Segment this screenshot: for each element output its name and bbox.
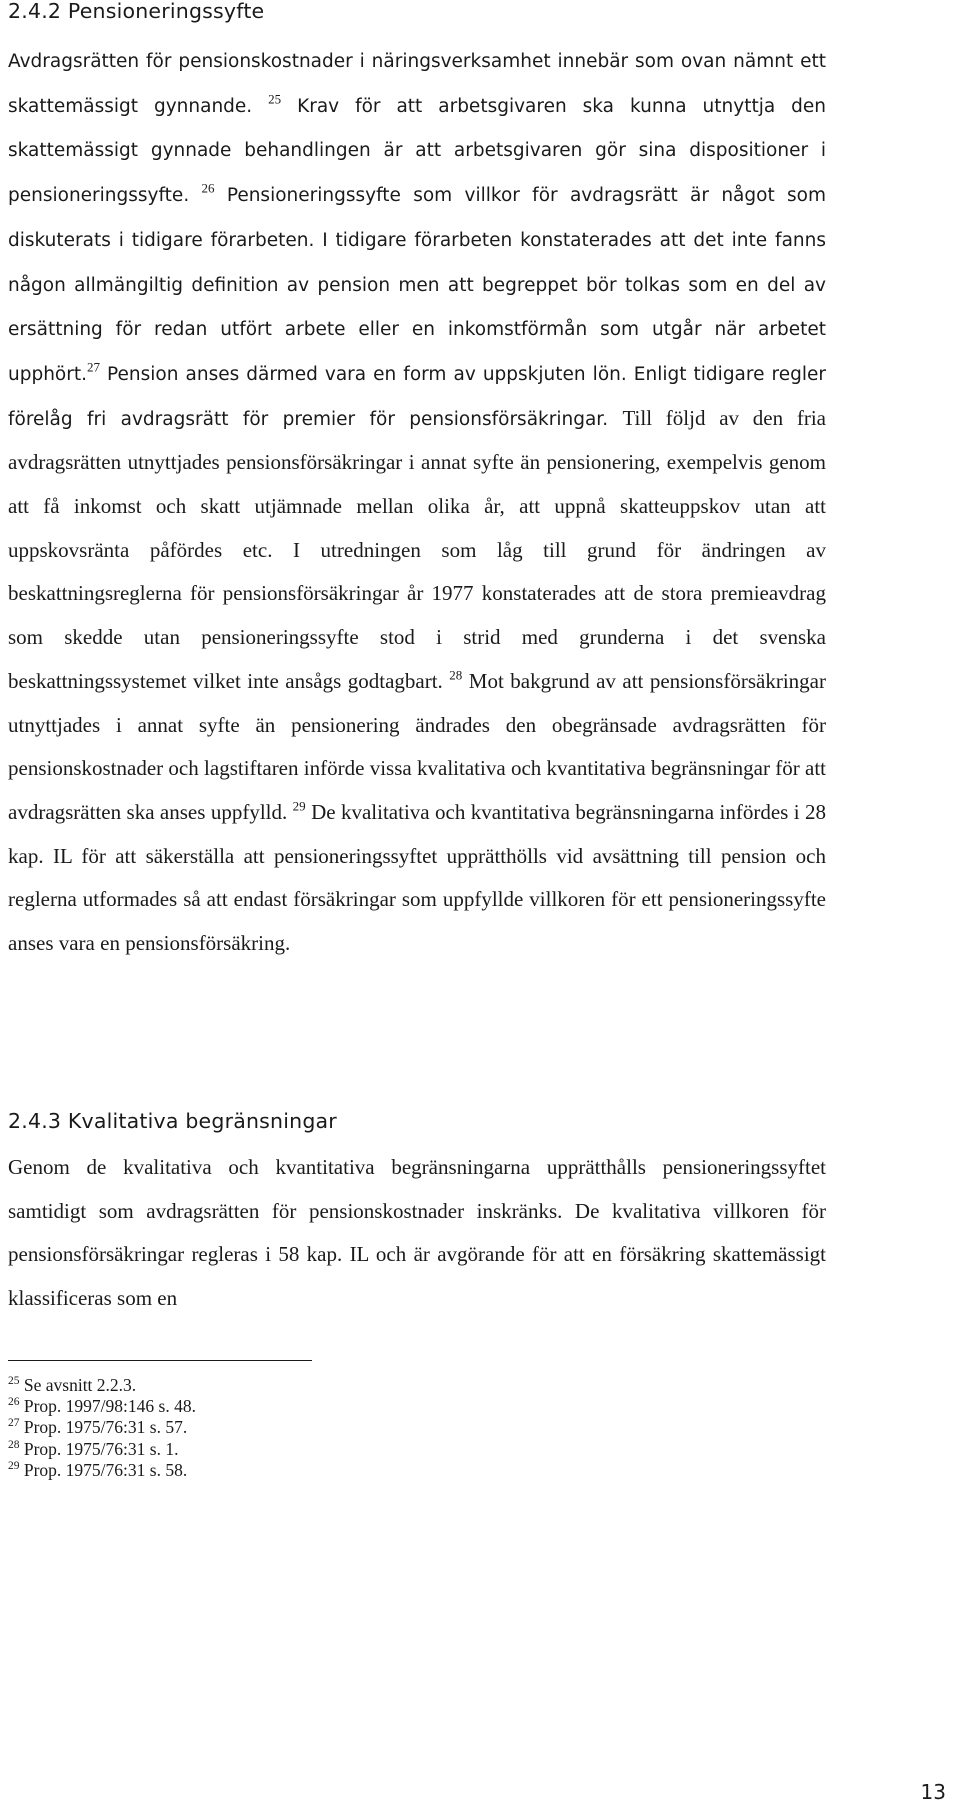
- footnote-number: 26: [8, 1396, 20, 1409]
- footnote-list: [8, 1375, 608, 1481]
- footnote-reference: 27: [87, 359, 100, 375]
- footnote-reference: 28: [449, 667, 463, 683]
- footnote-reference: 29: [292, 798, 306, 814]
- text-run: Mot bakgrund av att pensionsförsäkringar utnyttjades i annat syfte än pensionering ändrades den obegränsade avdragsrätten för pensionskostnader och lagstiftaren införde vissa kvalitativa och kvantitativa begränsningar för att avdragsrätten ska anses uppfylld.: [8, 668, 826, 824]
- section-body-pensioneringssyfte: [8, 39, 826, 966]
- text-run: Avdragsrätten för pensionskostnader i näringsverksamhet innebär som ovan nämnt ett skattemässigt gynnande.: [8, 51, 826, 117]
- footnote-item: [8, 1439, 608, 1460]
- footnote-item: [8, 1460, 608, 1481]
- footnote-item: [8, 1396, 608, 1417]
- text-run: Till följd av den fria avdragsrätten utnyttjades pensionsförsäkringar i annat syfte än pensionering, exempelvis genom att få inkomst och skatt utjämnade mellan olika år, att uppnå skatteuppskov utan att uppskovsränta påfördes etc. I utredningen som låg till grund för ändringen av beskattningsreglerna för pensionsförsäkringar år 1977 konstaterades att de stora premieavdrag som skedde utan pensioneringssyfte stod i strid med grunderna i det svenska beskattningssystemet vilket inte ansågs godtagbart.: [8, 405, 826, 693]
- page-number: 13: [920, 1780, 946, 1804]
- footnote-divider: [8, 1360, 312, 1361]
- footnote-number: 29: [8, 1459, 20, 1472]
- footnote-text: Prop. 1975/76:31 s. 57.: [23, 1417, 188, 1438]
- text-run: De kvalitativa och kvantitativa begränsningarna infördes i 28 kap. IL för att säkerställa att pensioneringssyftet upprätthölls vid avsättning till pension och reglerna utformades så att endast försäkringar som uppfyllde villkoren för ett pensioneringssyfte anses vara en pensionsförsäkring.: [8, 799, 826, 956]
- section-heading-pensioneringssyfte: 2.4.2 Pensioneringssyfte: [8, 0, 265, 23]
- footnote-text: Prop. 1975/76:31 s. 58.: [23, 1459, 188, 1480]
- footnote-text: Se avsnitt 2.2.3.: [23, 1375, 137, 1395]
- footnote-number: 25: [8, 1375, 20, 1388]
- footnote-reference: 25: [268, 91, 282, 107]
- footnote-item: [8, 1375, 608, 1396]
- footnote-item: [8, 1417, 608, 1438]
- footnote-number: 28: [8, 1438, 20, 1451]
- footnote-text: Prop. 1997/98:146 s. 48.: [23, 1396, 196, 1417]
- section-heading-kvalitativa-begransningar: 2.4.3 Kvalitativa begränsningar: [8, 1109, 337, 1133]
- text-run: Pensioneringssyfte som villkor för avdragsrätt är något som diskuterats i tidigare förarbeten. I tidigare förarbeten konstaterades att det inte fanns någon allmängiltig definition av pension men att begreppet bör tolkas som en del av ersättning för redan utfört arbete eller en inkomstförmån som utgår när arbetet upphört.: [8, 185, 826, 385]
- text-run: Pension anses därmed vara en form av uppskjuten lön. Enligt tidigare regler förelåg fri avdragsrätt för premier för pensionsförsäkringar.: [8, 363, 826, 430]
- footnote-text: Prop. 1975/76:31 s. 1.: [23, 1438, 179, 1459]
- text-run: Krav för att arbetsgivaren ska kunna utnyttja den skattemässigt gynnade behandlingen är att arbetsgivaren gör sina dispositioner i pensioneringssyfte.: [8, 95, 826, 207]
- text-run: Genom de kvalitativa och kvantitativa begränsningarna upprätthålls pensioneringssyftet samtidigt som avdragsrätten för pensionskostnader inskränks. De kvalitativa villkoren för pensionsförsäkringar regleras i 58 kap. IL och är avgörande för att en försäkring skattemässigt klassificeras som en: [8, 1155, 826, 1311]
- footnote-reference: 26: [201, 180, 215, 196]
- section-body-kvalitativa-begransningar: [8, 1146, 826, 1321]
- footnote-number: 27: [8, 1417, 20, 1430]
